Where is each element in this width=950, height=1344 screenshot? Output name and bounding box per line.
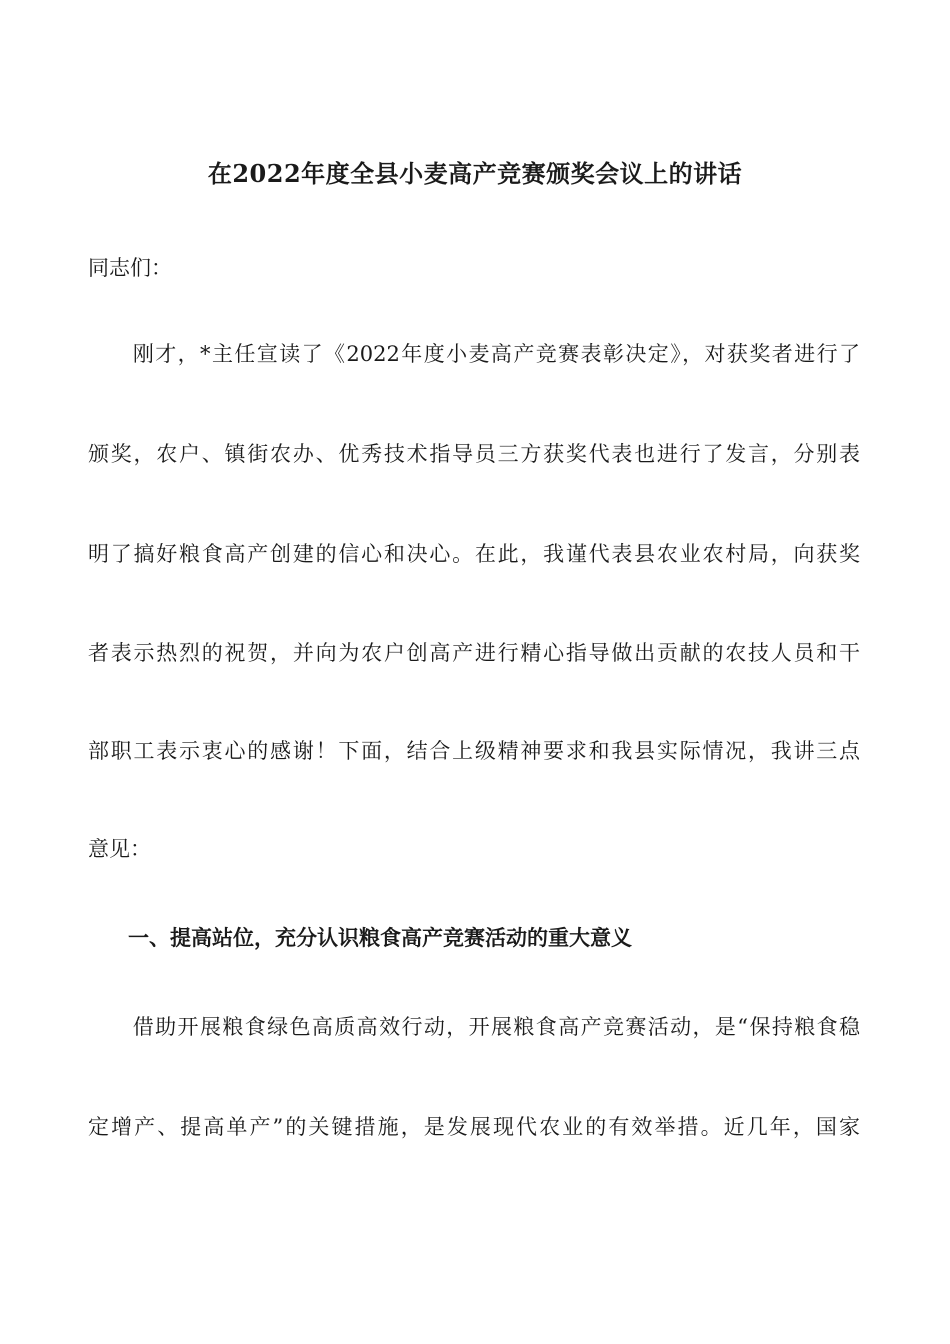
paragraph-line: 刚才，*主任宣读了《2022年度小麦高产竞赛表彰决定》，对获奖者进行了 xyxy=(88,342,860,366)
salutation: 同志们： xyxy=(88,256,172,280)
paragraph-line: 定增产、提高单产”的关键措施，是发展现代农业的有效举措。近几年，国家 xyxy=(88,1115,860,1139)
paragraph-line: 明了搞好粮食高产创建的信心和决心。在此，我谨代表县农业农村局，向获奖 xyxy=(88,542,860,566)
section-heading: 一、提高站位，充分认识粮食高产竞赛活动的重大意义 xyxy=(128,925,632,950)
paragraph-line: 部职工表示衷心的感谢！下面，结合上级精神要求和我县实际情况，我讲三点 xyxy=(88,739,860,763)
paragraph-line: 颁奖，农户、镇街农办、优秀技术指导员三方获奖代表也进行了发言，分别表 xyxy=(88,442,860,466)
paragraph-line: 借助开展粮食绿色高质高效行动，开展粮食高产竞赛活动，是“保持粮食稳 xyxy=(88,1015,860,1039)
paragraph-line: 者表示热烈的祝贺，并向为农户创高产进行精心指导做出贡献的农技人员和干 xyxy=(88,641,860,665)
paragraph-line: 意见： xyxy=(88,837,151,861)
document-title: 在2022年度全县小麦高产竞赛颁奖会议上的讲话 xyxy=(207,159,743,188)
